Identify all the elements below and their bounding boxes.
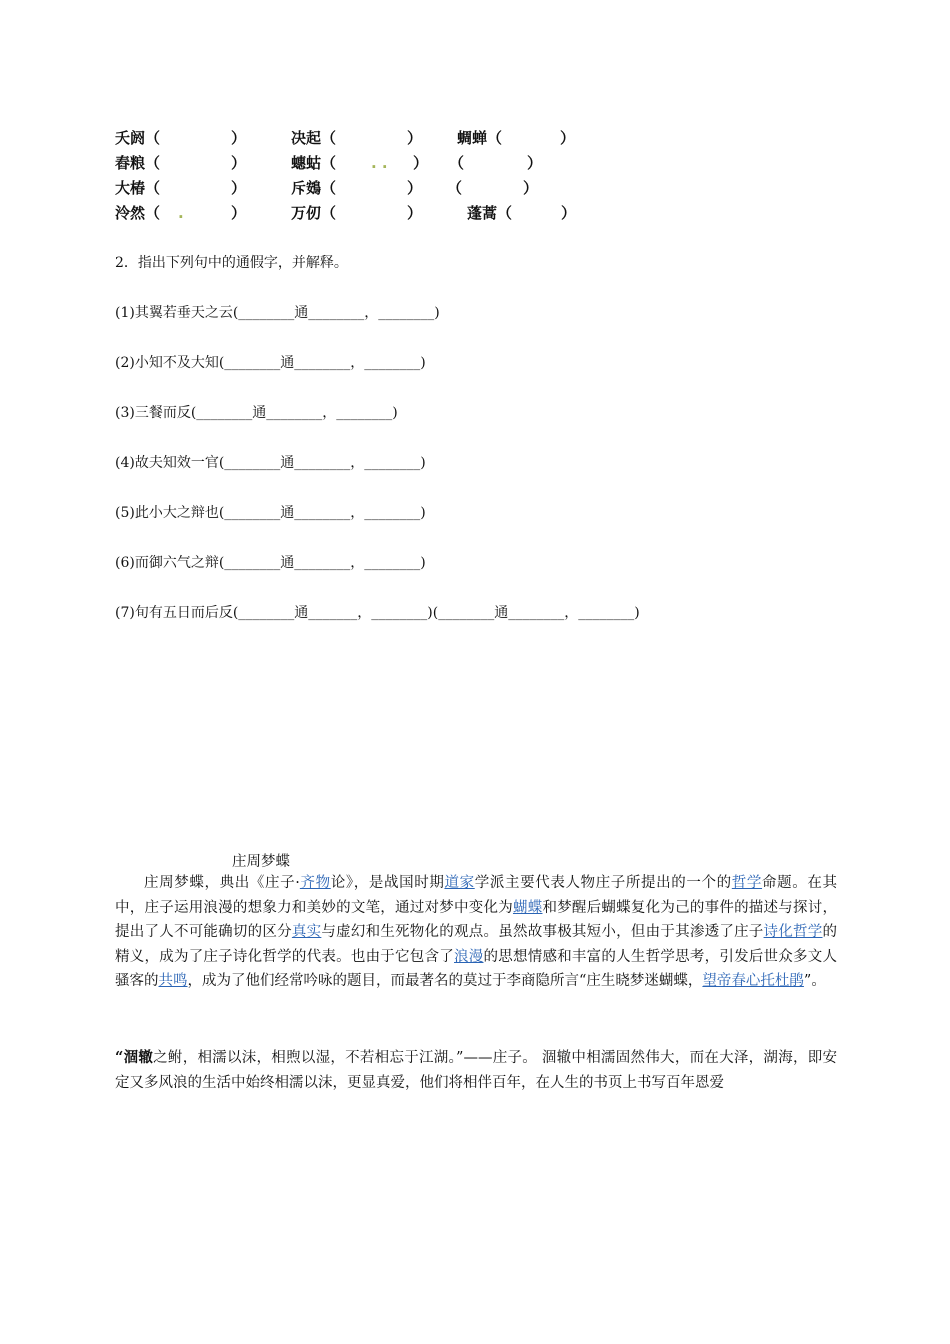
text-run: ”。 [803,973,826,990]
question-title: 2．指出下列句中的通假字，并解释。 [115,255,348,271]
vocab-term: 斥鴳（ [291,179,337,197]
vocab-term: 大椿（ [115,179,161,197]
vocab-close-paren: ） [407,179,423,197]
link-zhexue[interactable]: 哲学 [731,875,763,891]
link-zhenshi[interactable]: 真实 [291,924,322,941]
vocab-term: 万仞（ [291,204,337,222]
vocab-close-paren: ） [231,154,247,172]
vocab-term: （ [449,154,465,172]
text-run: 论》，是战国时期 [330,875,445,891]
vocab-close-paren: ） [527,154,543,172]
quote-paragraph [115,1046,837,1095]
text-run: 的精义，成为了庄子诗化哲学的代表。也由于它包含了 [115,924,838,965]
question-item: (6)而御六气之辩(________通________，________) [115,555,426,571]
text-run: 与虚幻和生死物化的观点。虽然故事极其短小，但由于其渗透了庄子 [321,924,764,941]
vocab-term: 夭阏（ [115,129,161,147]
question-item: (5)此小大之辩也(________通________，________) [115,505,426,521]
vocab-term: 泠然（ [115,204,161,222]
link-langman[interactable]: 浪漫 [454,948,484,965]
vocab-term: （ [447,179,463,197]
essay-paragraph [115,871,837,994]
question-item: (4)故夫知效一官(________通________，________) [115,455,426,471]
question-item: (7)旬有五日而后反(________通_______，________)(________通________，________) [115,605,640,621]
quote-bold: “涸辙 [115,1049,154,1066]
vocab-term: 决起（ [291,129,337,147]
vocab-term: 蜩蝉（ [457,129,503,147]
question-item: (2)小知不及大知(________通________，________) [115,355,426,371]
link-wangdi-chunxin[interactable]: 望帝春心托杜鹃 [702,973,804,990]
vocab-close-paren: ） [561,204,577,222]
vocab-close-paren: ） [407,129,423,147]
text-run: 和梦醒后蝴蝶复化为己的事件的描述与探讨，提出了人不可能确切的区分 [115,899,838,941]
vocab-close-paren: ） [560,129,576,147]
vocab-term: 蓬蒿（ [467,204,513,222]
vocab-close-paren: ） [231,129,247,147]
link-qiwu[interactable]: 齐物 [299,875,331,891]
essay-title: 庄周梦蝶 [232,854,290,870]
text-run: 命题。在其中，庄子运用浪漫的想象力和美妙的文笔，通过对梦中变化为 [115,875,838,916]
link-gongming[interactable]: 共鸣 [158,973,188,990]
question-item: (3)三餐而反(________通________，________) [115,405,398,421]
emphasis-dots: . . [371,154,388,172]
text-run: 的思想情感和丰富的人生哲学思考，引发后世众多文人骚客的 [115,948,838,990]
emphasis-dot: . [178,204,184,222]
text-run: 学派主要代表人物庄子所提出的一个的 [474,875,732,891]
question-item: (1)其翼若垂天之云(________通________，________) [115,305,440,321]
vocab-close-paren: ） [231,204,247,222]
vocab-close-paren: ） [407,204,423,222]
vocab-term: 蟪蛄（ [291,154,337,172]
quote-text: 之鲋，相濡以沫，相煦以湿，不若相忘于江湖。”——庄子。 涸辙中相濡固然伟大，而在大泽，湖海，即安定又多风浪的生活中始终相濡以沫，更显真爱，他们将相伴百年，在人生的书页上书写百年恩爱 [115,1050,837,1091]
vocab-close-paren: ） [413,154,429,172]
link-daojia[interactable]: 道家 [444,875,475,891]
vocab-close-paren: ） [231,179,247,197]
link-hudie[interactable]: 蝴蝶 [512,899,543,916]
link-shihua-zhexue[interactable]: 诗化哲学 [763,924,823,941]
text-run: 庄周梦蝶，典出《庄子· [144,875,300,891]
vocab-term: 舂粮（ [115,154,161,172]
text-run: ，成为了他们经常吟咏的题目，而最著名的莫过于李商隐所言“庄生晓梦迷蝴蝶， [187,973,703,990]
vocab-close-paren: ） [523,179,539,197]
